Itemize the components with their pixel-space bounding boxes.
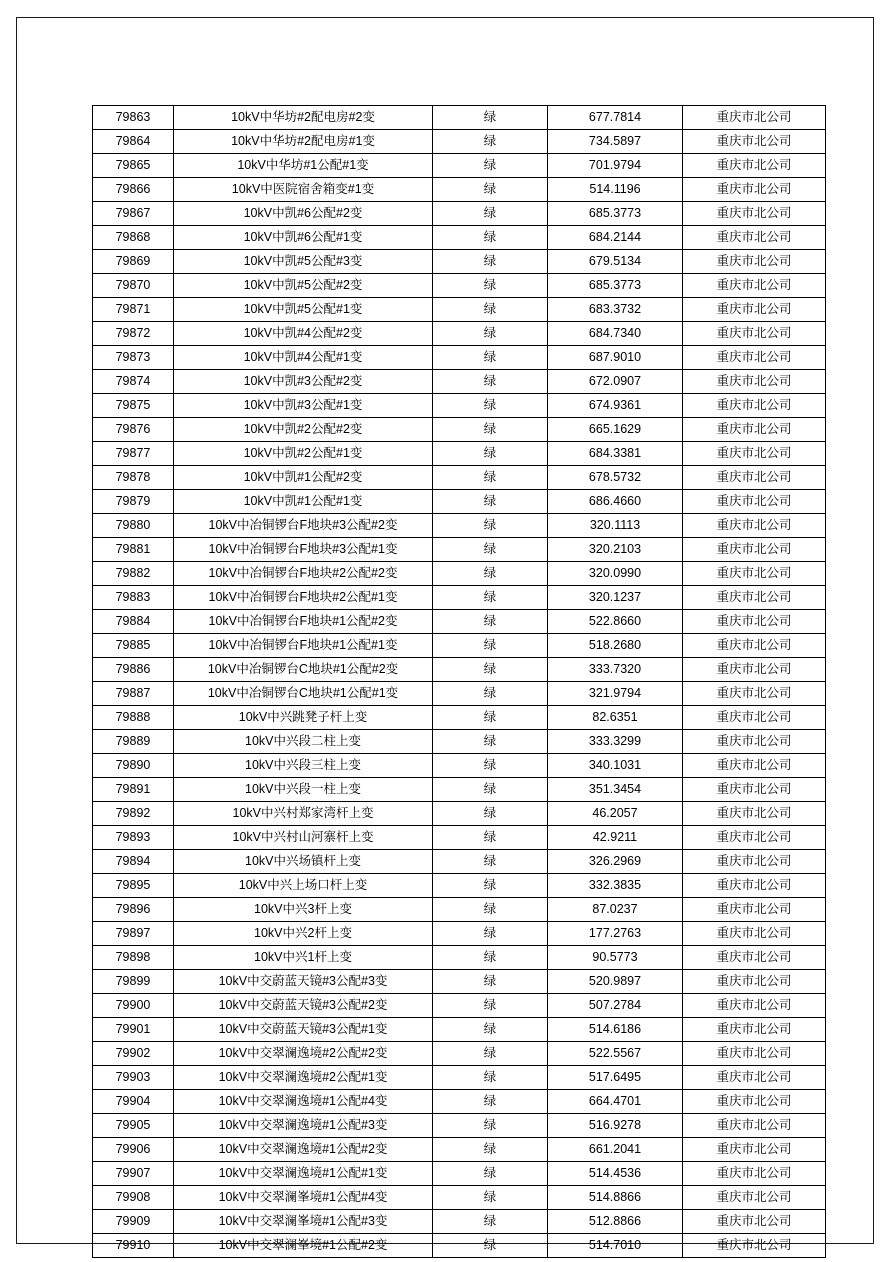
table-row (93, 514, 826, 538)
cell-name: 10kV中凯#1公配#2变 (174, 466, 433, 490)
cell-id: 79890 (93, 754, 174, 778)
cell-id: 79885 (93, 634, 174, 658)
cell-company: 重庆市北公司 (683, 490, 826, 514)
cell-name: 10kV中冶铜锣台F地块#2公配#2变 (174, 562, 433, 586)
cell-name: 10kV中交翠澜逸境#2公配#2变 (174, 1042, 433, 1066)
cell-id: 79897 (93, 922, 174, 946)
cell-name: 10kV中凯#5公配#3变 (174, 250, 433, 274)
table-row (93, 298, 826, 322)
cell-value: 522.8660 (548, 610, 683, 634)
cell-value: 351.3454 (548, 778, 683, 802)
cell-status: 绿 (433, 178, 548, 202)
table-row (93, 682, 826, 706)
cell-id: 79901 (93, 1018, 174, 1042)
cell-value: 684.7340 (548, 322, 683, 346)
table-row (93, 394, 826, 418)
cell-status: 绿 (433, 922, 548, 946)
table-row (93, 730, 826, 754)
cell-id: 79883 (93, 586, 174, 610)
cell-value: 333.3299 (548, 730, 683, 754)
cell-id: 79870 (93, 274, 174, 298)
table-row (93, 754, 826, 778)
cell-status: 绿 (433, 778, 548, 802)
cell-status: 绿 (433, 130, 548, 154)
cell-id: 79891 (93, 778, 174, 802)
cell-company: 重庆市北公司 (683, 562, 826, 586)
table-row (93, 610, 826, 634)
cell-id: 79908 (93, 1186, 174, 1210)
cell-name: 10kV中兴村山河寨杆上变 (174, 826, 433, 850)
cell-name: 10kV中兴1杆上变 (174, 946, 433, 970)
cell-id: 79884 (93, 610, 174, 634)
cell-company: 重庆市北公司 (683, 106, 826, 130)
cell-name: 10kV中凯#3公配#1变 (174, 394, 433, 418)
table-row (93, 994, 826, 1018)
table-row (93, 1114, 826, 1138)
cell-name: 10kV中冶铜锣台C地块#1公配#1变 (174, 682, 433, 706)
cell-value: 665.1629 (548, 418, 683, 442)
cell-value: 177.2763 (548, 922, 683, 946)
cell-name: 10kV中冶铜锣台F地块#1公配#1变 (174, 634, 433, 658)
table-row (93, 1162, 826, 1186)
cell-company: 重庆市北公司 (683, 826, 826, 850)
cell-id: 79888 (93, 706, 174, 730)
cell-company: 重庆市北公司 (683, 202, 826, 226)
table-row (93, 322, 826, 346)
cell-company: 重庆市北公司 (683, 850, 826, 874)
cell-value: 518.2680 (548, 634, 683, 658)
cell-value: 320.0990 (548, 562, 683, 586)
cell-company: 重庆市北公司 (683, 250, 826, 274)
cell-status: 绿 (433, 346, 548, 370)
cell-status: 绿 (433, 394, 548, 418)
cell-value: 674.9361 (548, 394, 683, 418)
cell-value: 687.9010 (548, 346, 683, 370)
cell-status: 绿 (433, 874, 548, 898)
cell-name: 10kV中兴场镇杆上变 (174, 850, 433, 874)
cell-id: 79871 (93, 298, 174, 322)
table-row (93, 778, 826, 802)
table-row (93, 178, 826, 202)
cell-status: 绿 (433, 730, 548, 754)
table-row (93, 442, 826, 466)
cell-company: 重庆市北公司 (683, 682, 826, 706)
cell-company: 重庆市北公司 (683, 1186, 826, 1210)
cell-status: 绿 (433, 706, 548, 730)
cell-value: 320.1237 (548, 586, 683, 610)
table-row (93, 226, 826, 250)
cell-value: 326.2969 (548, 850, 683, 874)
cell-status: 绿 (433, 562, 548, 586)
table-row (93, 562, 826, 586)
cell-value: 46.2057 (548, 802, 683, 826)
table-row (93, 250, 826, 274)
cell-value: 683.3732 (548, 298, 683, 322)
table-row (93, 1138, 826, 1162)
cell-company: 重庆市北公司 (683, 466, 826, 490)
cell-company: 重庆市北公司 (683, 370, 826, 394)
cell-name: 10kV中冶铜锣台F地块#1公配#2变 (174, 610, 433, 634)
cell-status: 绿 (433, 754, 548, 778)
cell-company: 重庆市北公司 (683, 1162, 826, 1186)
cell-name: 10kV中交翠澜峯境#1公配#3变 (174, 1210, 433, 1234)
cell-status: 绿 (433, 298, 548, 322)
table-row (93, 346, 826, 370)
cell-status: 绿 (433, 658, 548, 682)
cell-value: 320.2103 (548, 538, 683, 562)
cell-id: 79864 (93, 130, 174, 154)
cell-status: 绿 (433, 370, 548, 394)
cell-status: 绿 (433, 1114, 548, 1138)
table-row (93, 706, 826, 730)
cell-name: 10kV中交蔚蓝天镜#3公配#3变 (174, 970, 433, 994)
cell-value: 516.9278 (548, 1114, 683, 1138)
cell-company: 重庆市北公司 (683, 394, 826, 418)
cell-value: 512.8866 (548, 1210, 683, 1234)
cell-id: 79896 (93, 898, 174, 922)
cell-id: 79893 (93, 826, 174, 850)
cell-value: 514.8866 (548, 1186, 683, 1210)
cell-company: 重庆市北公司 (683, 442, 826, 466)
cell-value: 333.7320 (548, 658, 683, 682)
cell-status: 绿 (433, 802, 548, 826)
cell-company: 重庆市北公司 (683, 1234, 826, 1258)
cell-status: 绿 (433, 490, 548, 514)
cell-id: 79873 (93, 346, 174, 370)
cell-status: 绿 (433, 1090, 548, 1114)
cell-id: 79907 (93, 1162, 174, 1186)
cell-status: 绿 (433, 586, 548, 610)
cell-status: 绿 (433, 898, 548, 922)
cell-company: 重庆市北公司 (683, 1042, 826, 1066)
cell-company: 重庆市北公司 (683, 1066, 826, 1090)
cell-name: 10kV中凯#4公配#1变 (174, 346, 433, 370)
cell-id: 79892 (93, 802, 174, 826)
cell-name: 10kV中兴上场口杆上变 (174, 874, 433, 898)
cell-status: 绿 (433, 1162, 548, 1186)
cell-id: 79869 (93, 250, 174, 274)
cell-name: 10kV中凯#2公配#2变 (174, 418, 433, 442)
cell-value: 661.2041 (548, 1138, 683, 1162)
cell-company: 重庆市北公司 (683, 874, 826, 898)
cell-id: 79868 (93, 226, 174, 250)
table-row (93, 106, 826, 130)
cell-company: 重庆市北公司 (683, 658, 826, 682)
cell-id: 79910 (93, 1234, 174, 1258)
cell-name: 10kV中交翠澜逸境#2公配#1变 (174, 1066, 433, 1090)
cell-status: 绿 (433, 1210, 548, 1234)
cell-value: 42.9211 (548, 826, 683, 850)
cell-status: 绿 (433, 202, 548, 226)
cell-company: 重庆市北公司 (683, 322, 826, 346)
cell-company: 重庆市北公司 (683, 418, 826, 442)
table-body (93, 106, 826, 1258)
cell-status: 绿 (433, 1066, 548, 1090)
table-row (93, 1210, 826, 1234)
table-row (93, 634, 826, 658)
cell-id: 79872 (93, 322, 174, 346)
cell-id: 79876 (93, 418, 174, 442)
cell-company: 重庆市北公司 (683, 226, 826, 250)
table-row (93, 130, 826, 154)
cell-status: 绿 (433, 1138, 548, 1162)
cell-id: 79867 (93, 202, 174, 226)
cell-value: 522.5567 (548, 1042, 683, 1066)
cell-company: 重庆市北公司 (683, 754, 826, 778)
cell-name: 10kV中华坊#1公配#1变 (174, 154, 433, 178)
cell-status: 绿 (433, 466, 548, 490)
cell-name: 10kV中兴2杆上变 (174, 922, 433, 946)
cell-id: 79881 (93, 538, 174, 562)
cell-id: 79875 (93, 394, 174, 418)
cell-name: 10kV中冶铜锣台F地块#3公配#2变 (174, 514, 433, 538)
cell-id: 79874 (93, 370, 174, 394)
cell-status: 绿 (433, 682, 548, 706)
cell-name: 10kV中凯#1公配#1变 (174, 490, 433, 514)
cell-value: 321.9794 (548, 682, 683, 706)
cell-value: 514.4536 (548, 1162, 683, 1186)
cell-name: 10kV中凯#6公配#1变 (174, 226, 433, 250)
cell-company: 重庆市北公司 (683, 178, 826, 202)
cell-name: 10kV中凯#5公配#2变 (174, 274, 433, 298)
cell-id: 79879 (93, 490, 174, 514)
table-row (93, 1090, 826, 1114)
cell-value: 679.5134 (548, 250, 683, 274)
cell-name: 10kV中凯#5公配#1变 (174, 298, 433, 322)
cell-name: 10kV中交翠澜逸境#1公配#1变 (174, 1162, 433, 1186)
cell-company: 重庆市北公司 (683, 1090, 826, 1114)
cell-name: 10kV中交翠澜峯境#1公配#4变 (174, 1186, 433, 1210)
cell-status: 绿 (433, 154, 548, 178)
cell-value: 87.0237 (548, 898, 683, 922)
cell-value: 701.9794 (548, 154, 683, 178)
cell-value: 678.5732 (548, 466, 683, 490)
cell-status: 绿 (433, 1234, 548, 1258)
table-row (93, 898, 826, 922)
cell-status: 绿 (433, 514, 548, 538)
cell-company: 重庆市北公司 (683, 706, 826, 730)
cell-company: 重庆市北公司 (683, 154, 826, 178)
cell-value: 320.1113 (548, 514, 683, 538)
cell-name: 10kV中凯#6公配#2变 (174, 202, 433, 226)
cell-id: 79905 (93, 1114, 174, 1138)
cell-id: 79882 (93, 562, 174, 586)
table-row (93, 922, 826, 946)
table-row (93, 850, 826, 874)
cell-id: 79904 (93, 1090, 174, 1114)
cell-name: 10kV中冶铜锣台F地块#2公配#1变 (174, 586, 433, 610)
cell-company: 重庆市北公司 (683, 922, 826, 946)
cell-value: 677.7814 (548, 106, 683, 130)
cell-company: 重庆市北公司 (683, 538, 826, 562)
cell-value: 685.3773 (548, 274, 683, 298)
cell-name: 10kV中兴段一柱上变 (174, 778, 433, 802)
cell-id: 79894 (93, 850, 174, 874)
cell-company: 重庆市北公司 (683, 130, 826, 154)
cell-value: 685.3773 (548, 202, 683, 226)
cell-value: 340.1031 (548, 754, 683, 778)
cell-status: 绿 (433, 610, 548, 634)
cell-id: 79865 (93, 154, 174, 178)
cell-name: 10kV中华坊#2配电房#1变 (174, 130, 433, 154)
cell-value: 82.6351 (548, 706, 683, 730)
table-row (93, 1234, 826, 1258)
cell-name: 10kV中兴3杆上变 (174, 898, 433, 922)
cell-name: 10kV中交蔚蓝天镜#3公配#1变 (174, 1018, 433, 1042)
cell-id: 79887 (93, 682, 174, 706)
cell-name: 10kV中交翠澜逸境#1公配#2变 (174, 1138, 433, 1162)
table-row (93, 946, 826, 970)
cell-company: 重庆市北公司 (683, 970, 826, 994)
table-row (93, 970, 826, 994)
cell-id: 79878 (93, 466, 174, 490)
table-row (93, 418, 826, 442)
data-table-container (92, 105, 800, 1258)
cell-name: 10kV中凯#3公配#2变 (174, 370, 433, 394)
cell-value: 734.5897 (548, 130, 683, 154)
cell-value: 507.2784 (548, 994, 683, 1018)
cell-company: 重庆市北公司 (683, 634, 826, 658)
cell-status: 绿 (433, 418, 548, 442)
cell-id: 79889 (93, 730, 174, 754)
cell-value: 684.3381 (548, 442, 683, 466)
cell-company: 重庆市北公司 (683, 898, 826, 922)
cell-name: 10kV中凯#2公配#1变 (174, 442, 433, 466)
cell-status: 绿 (433, 994, 548, 1018)
cell-id: 79900 (93, 994, 174, 1018)
table-row (93, 826, 826, 850)
cell-company: 重庆市北公司 (683, 610, 826, 634)
cell-value: 520.9897 (548, 970, 683, 994)
cell-company: 重庆市北公司 (683, 730, 826, 754)
cell-id: 79866 (93, 178, 174, 202)
cell-id: 79895 (93, 874, 174, 898)
cell-status: 绿 (433, 634, 548, 658)
table-row (93, 658, 826, 682)
cell-name: 10kV中冶铜锣台C地块#1公配#2变 (174, 658, 433, 682)
cell-name: 10kV中交翠澜逸境#1公配#4变 (174, 1090, 433, 1114)
cell-name: 10kV中兴段三柱上变 (174, 754, 433, 778)
cell-id: 79898 (93, 946, 174, 970)
cell-company: 重庆市北公司 (683, 346, 826, 370)
cell-id: 79877 (93, 442, 174, 466)
cell-status: 绿 (433, 946, 548, 970)
table-row (93, 1066, 826, 1090)
table-row (93, 1042, 826, 1066)
cell-id: 79902 (93, 1042, 174, 1066)
cell-company: 重庆市北公司 (683, 1018, 826, 1042)
cell-company: 重庆市北公司 (683, 274, 826, 298)
cell-name: 10kV中交翠澜峯境#1公配#2变 (174, 1234, 433, 1258)
cell-company: 重庆市北公司 (683, 1210, 826, 1234)
cell-status: 绿 (433, 226, 548, 250)
cell-name: 10kV中交蔚蓝天镜#3公配#2变 (174, 994, 433, 1018)
cell-name: 10kV中冶铜锣台F地块#3公配#1变 (174, 538, 433, 562)
cell-company: 重庆市北公司 (683, 946, 826, 970)
table-row (93, 1018, 826, 1042)
cell-value: 332.3835 (548, 874, 683, 898)
table-row (93, 1186, 826, 1210)
cell-value: 517.6495 (548, 1066, 683, 1090)
cell-status: 绿 (433, 1186, 548, 1210)
table-row (93, 490, 826, 514)
cell-status: 绿 (433, 1018, 548, 1042)
cell-company: 重庆市北公司 (683, 298, 826, 322)
cell-value: 684.2144 (548, 226, 683, 250)
cell-company: 重庆市北公司 (683, 586, 826, 610)
cell-value: 90.5773 (548, 946, 683, 970)
data-table (92, 105, 826, 1258)
cell-status: 绿 (433, 442, 548, 466)
cell-status: 绿 (433, 970, 548, 994)
table-row (93, 802, 826, 826)
cell-id: 79909 (93, 1210, 174, 1234)
table-row (93, 586, 826, 610)
cell-value: 672.0907 (548, 370, 683, 394)
cell-status: 绿 (433, 1042, 548, 1066)
table-row (93, 538, 826, 562)
cell-value: 514.7010 (548, 1234, 683, 1258)
cell-name: 10kV中华坊#2配电房#2变 (174, 106, 433, 130)
cell-status: 绿 (433, 250, 548, 274)
cell-id: 79886 (93, 658, 174, 682)
cell-name: 10kV中兴跳凳子杆上变 (174, 706, 433, 730)
cell-value: 686.4660 (548, 490, 683, 514)
cell-status: 绿 (433, 850, 548, 874)
cell-status: 绿 (433, 826, 548, 850)
cell-value: 664.4701 (548, 1090, 683, 1114)
table-row (93, 202, 826, 226)
cell-status: 绿 (433, 106, 548, 130)
cell-id: 79880 (93, 514, 174, 538)
cell-value: 514.1196 (548, 178, 683, 202)
cell-status: 绿 (433, 274, 548, 298)
cell-name: 10kV中兴村郑家湾杆上变 (174, 802, 433, 826)
cell-id: 79863 (93, 106, 174, 130)
table-row (93, 154, 826, 178)
cell-id: 79899 (93, 970, 174, 994)
table-row (93, 874, 826, 898)
cell-status: 绿 (433, 322, 548, 346)
cell-name: 10kV中医院宿舍箱变#1变 (174, 178, 433, 202)
cell-name: 10kV中交翠澜逸境#1公配#3变 (174, 1114, 433, 1138)
cell-status: 绿 (433, 538, 548, 562)
cell-company: 重庆市北公司 (683, 514, 826, 538)
cell-company: 重庆市北公司 (683, 778, 826, 802)
cell-value: 514.6186 (548, 1018, 683, 1042)
table-row (93, 274, 826, 298)
cell-company: 重庆市北公司 (683, 1114, 826, 1138)
table-row (93, 370, 826, 394)
table-row (93, 466, 826, 490)
cell-id: 79903 (93, 1066, 174, 1090)
cell-company: 重庆市北公司 (683, 1138, 826, 1162)
cell-id: 79906 (93, 1138, 174, 1162)
cell-name: 10kV中兴段二柱上变 (174, 730, 433, 754)
cell-company: 重庆市北公司 (683, 994, 826, 1018)
cell-name: 10kV中凯#4公配#2变 (174, 322, 433, 346)
cell-company: 重庆市北公司 (683, 802, 826, 826)
